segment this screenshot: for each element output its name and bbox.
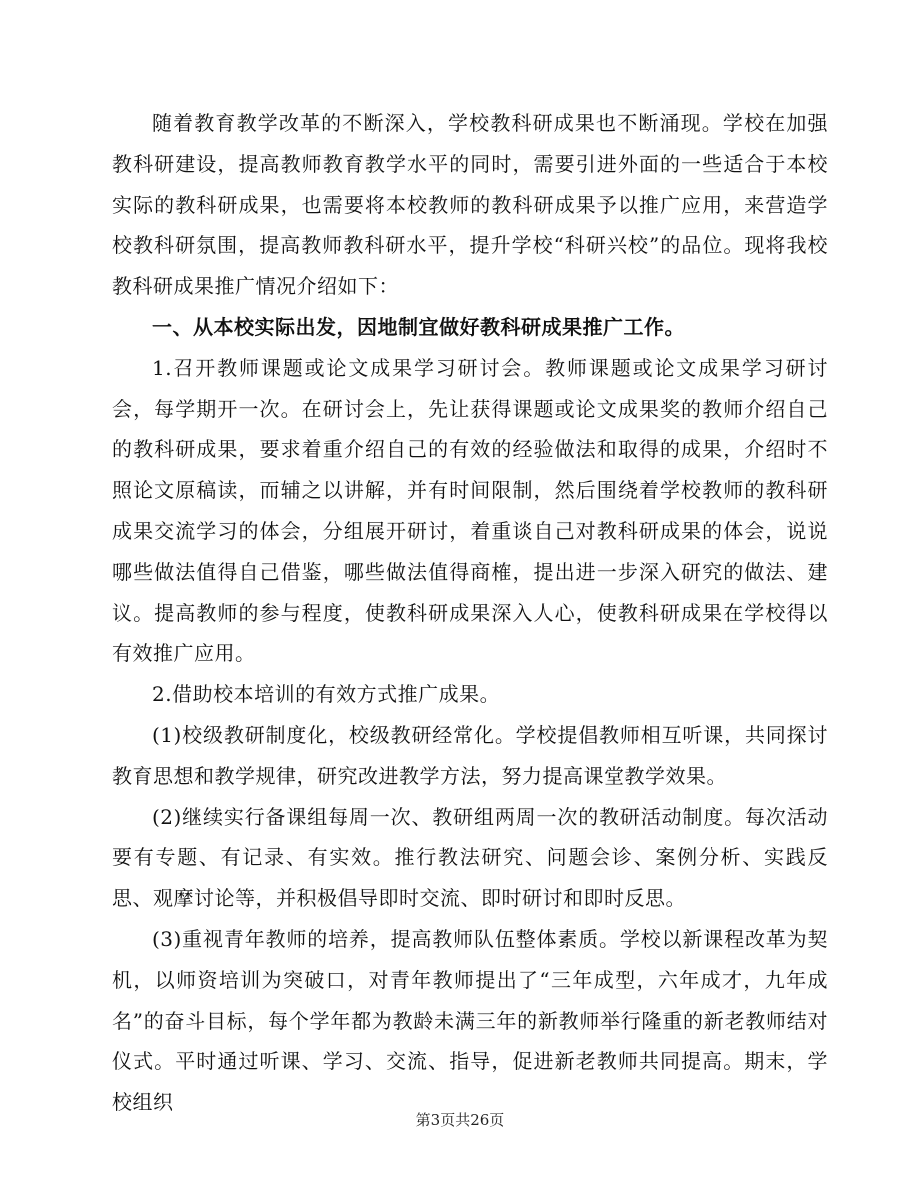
document-body: [112, 103, 828, 1123]
intro-paragraph: 随着教育教学改革的不断深入，学校教科研成果也不断涌现。学校在加强教科研建设，提高教师教育教学水平的同时，需要引进外面的一些适合于本校实际的教科研成果，也需要将本校教师的教科研成果予以推广应用，来营造学校教科研氛围，提高教师教科研水平，提升学校“科研兴校”的品位。现将我校教科研成果推广情况介绍如下：: [112, 111, 828, 299]
item-1-paragraph: 1.召开教师课题或论文成果学习研讨会。教师课题或论文成果学习研讨会，每学期开一次。在研讨会上，先让获得课题或论文成果奖的教师介绍自己的教科研成果，要求着重介绍自己的有效的经验做法和取得的成果，介绍时不照论文原稿读，而辅之以讲解，并有时间限制，然后围绕着学校教师的教科研成果交流学习的体会，分组展开研讨，着重谈自己对教科研成果的体会，说说哪些做法值得自己借鉴，哪些做法值得商榷，提出进一步深入研究的做法、建议。提高教师的参与程度，使教科研成果深入人心，使教科研成果在学校得以有效推广应用。: [112, 355, 828, 666]
item-2-paragraph: 2.借助校本培训的有效方式推广成果。: [152, 682, 501, 707]
page-number-footer: 第3页共26页: [415, 1111, 505, 1129]
subitem-3-paragraph: (3)重视青年教师的培养，提高教师队伍整体素质。学校以新课程改革为契机，以师资培训为突破口，对青年教师提出了“三年成型，六年成才，九年成名”的奋斗目标，每个学年都为教龄未满三年的新教师举行隆重的新老教师结对仪式。平时通过听课、学习、交流、指导，促进新老教师共同提高。期末，学校组织: [112, 926, 828, 1115]
subitem-1-paragraph: (1)校级教研制度化，校级教研经常化。学校提倡教师相互听课，共同探讨教育思想和教学规律，研究改进教学方法，努力提高课堂教学效果。: [112, 722, 828, 788]
subitem-2-paragraph: (2)继续实行备课组每周一次、教研组两周一次的教研活动制度。每次活动要有专题、有记录、有实效。推行教法研究、问题会诊、案例分析、实践反思、观摩讨论等，并积极倡导即时交流、即时研讨和即时反思。: [112, 804, 828, 911]
section-heading: 一、从本校实际出发，因地制宜做好教科研成果推广工作。: [152, 314, 685, 339]
